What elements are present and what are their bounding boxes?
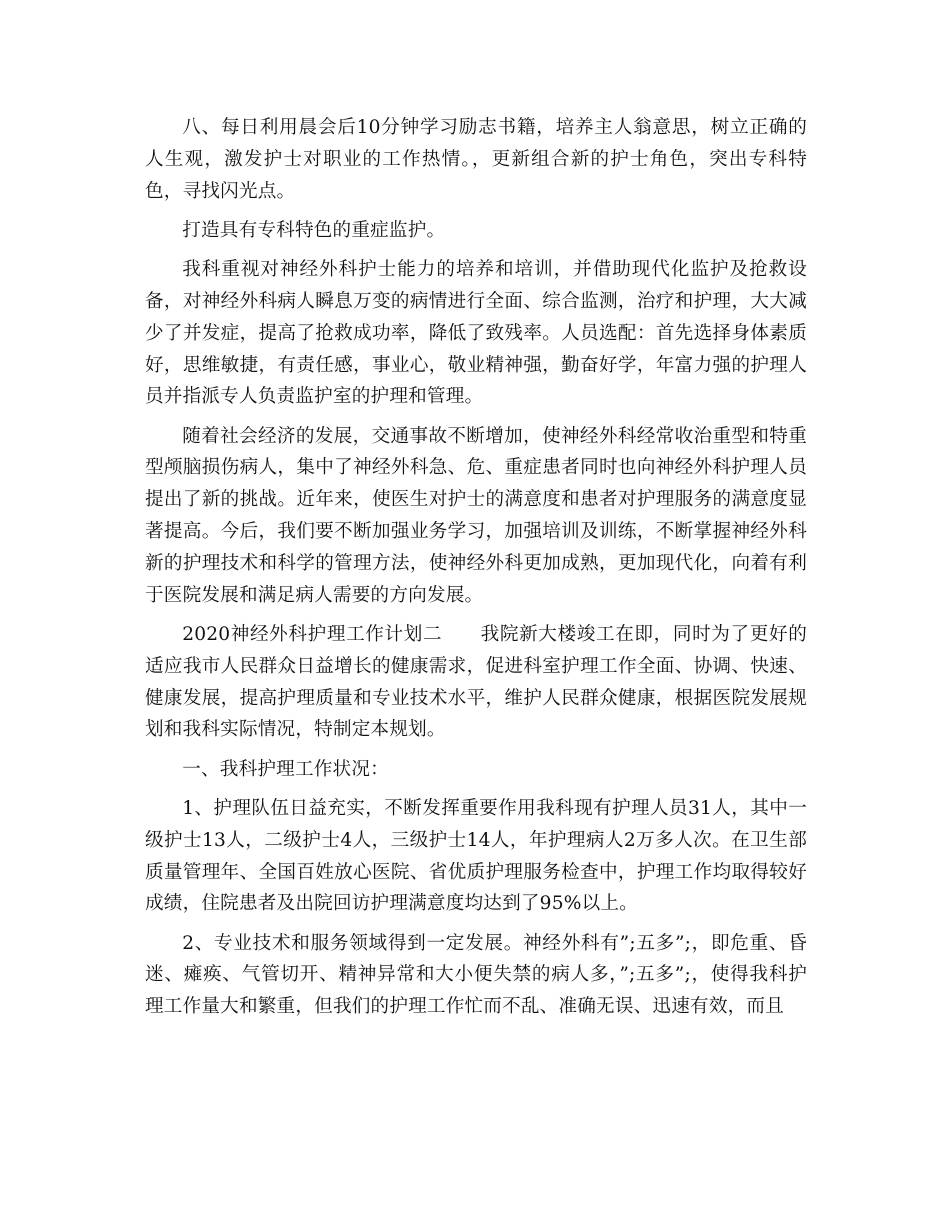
document-body — [145, 112, 807, 1031]
paragraph-1: 八、每日利用晨会后10分钟学习励志书籍，培养主人翁意思，树立正确的人生观，激发护士对职业的工作热情。，更新组合新的护士角色，突出专科特色，寻找闪光点。 — [145, 117, 807, 202]
paragraph-4: 随着社会经济的发展，交通事故不断增加，使神经外科经常收治重型和特重型颅脑损伤病人，集中了神经外科急、危、重症患者同时也向神经外科护理人员提出了新的挑战。近年来，使医生对护士的满意度和患者对护理服务的满意度显著提高。今后，我们要不断加强业务学习，加强培训及训练，不断掌握神经外科新的护理技术和科学的管理方法，使神经外科更加成熟，更加现代化，向着有利于医院发展和满足病人需要的方向发展。 — [145, 425, 807, 606]
paragraph-7: 1、护理队伍日益充实，不断发挥重要作用我科现有护理人员31人，其中一级护士13人，二级护士4人，三级护士14人，年护理病人2万多人次。在卫生部质量管理年、全国百姓放心医院、省优质护理服务检查中，护理工作均取得较好成绩，住院患者及出院回访护理满意度均达到了95%以上。 — [145, 797, 807, 915]
paragraph-6: 一、我科护理工作状况： — [182, 758, 389, 780]
paragraph-5: 2020神经外科护理工作计划二 我院新大楼竣工在即，同时为了更好的适应我市人民群众日益增长的健康需求，促进科室护理工作全面、协调、快速、健康发展，提高护理质量和专业技术水平，维护人民群众健康，根据医院发展规划和我科实际情况，特制定本规划。 — [145, 623, 807, 741]
paragraph-3: 我科重视对神经外科护士能力的培养和培训，并借助现代化监护及抢救设备，对神经外科病人瞬息万变的病情进行全面、综合监测，治疗和护理，大大减少了并发症，提高了抢救成功率，降低了致残率。人员选配：首先选择身体素质好，思维敏捷，有责任感，事业心，敬业精神强，勤奋好学，年富力强的护理人员并指派专人负责监护室的护理和管理。 — [145, 259, 807, 408]
paragraph-8: 2、专业技术和服务领域得到一定发展。神经外科有”;五多”;，即危重、昏迷、瘫痪、气管切开、精神异常和大小便失禁的病人多，”;五多”;，使得我科护理工作量大和繁重，但我们的护理工作忙而不乱、准确无误、迅速有效，而且 — [145, 932, 807, 1018]
paragraph-2: 打造具有专科特色的重症监护。 — [182, 219, 446, 241]
